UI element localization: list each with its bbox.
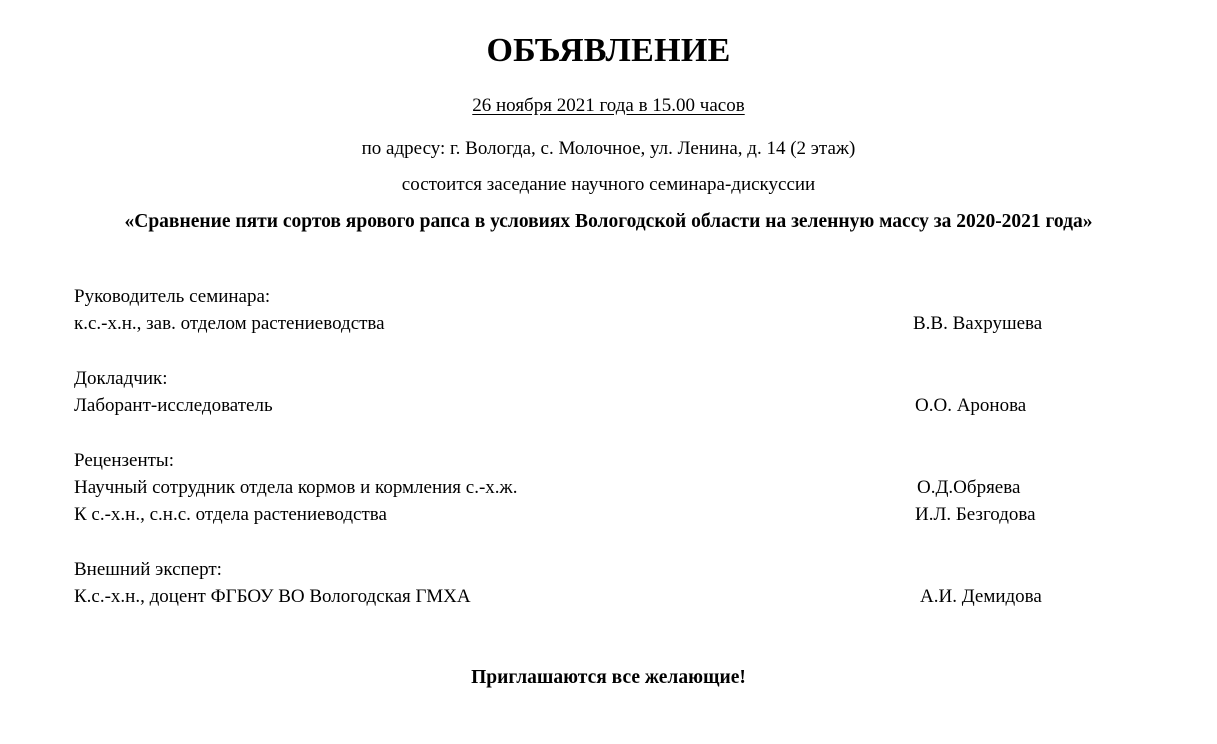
speaker-name: О.О. Аронова	[915, 395, 1027, 416]
reviewer-2-name: И.Л. Безгодова	[915, 504, 1036, 525]
expert-label: Внешний эксперт:	[74, 559, 222, 580]
event-date: 26 ноября 2021 года в 15.00 часов	[472, 95, 745, 116]
reviewer-2-position: К с.-х.н., с.н.с. отдела растениеводства	[74, 504, 387, 525]
seminar-topic: «Сравнение пяти сортов ярового рапса в условиях Вологодской области на зеленную массу за 2020-2021 года»	[124, 211, 1093, 232]
leader-label: Руководитель семинара:	[74, 286, 271, 307]
expert-name: А.И. Демидова	[920, 586, 1042, 607]
reviewers-label: Рецензенты:	[74, 450, 174, 471]
leader-position: к.с.-х.н., зав. отделом растениеводства	[74, 313, 385, 334]
event-intro: состоится заседание научного семинара-дискуссии	[401, 174, 816, 195]
speaker-label: Докладчик:	[74, 368, 168, 389]
expert-position: К.с.-х.н., доцент ФГБОУ ВО Вологодская ГМХА	[74, 586, 471, 607]
leader-name: В.В. Вахрушева	[913, 313, 1043, 334]
closing-invitation: Приглашаются все желающие!	[471, 667, 746, 688]
event-address: по адресу: г. Вологда, с. Молочное, ул. Ленина, д. 14 (2 этаж)	[361, 138, 856, 159]
page-title: ОБЪЯВЛЕНИЕ	[486, 32, 731, 69]
reviewer-1-position: Научный сотрудник отдела кормов и кормления с.-х.ж.	[74, 477, 518, 498]
speaker-position: Лаборант-исследователь	[74, 395, 273, 416]
reviewer-1-name: О.Д.Обряева	[917, 477, 1021, 498]
